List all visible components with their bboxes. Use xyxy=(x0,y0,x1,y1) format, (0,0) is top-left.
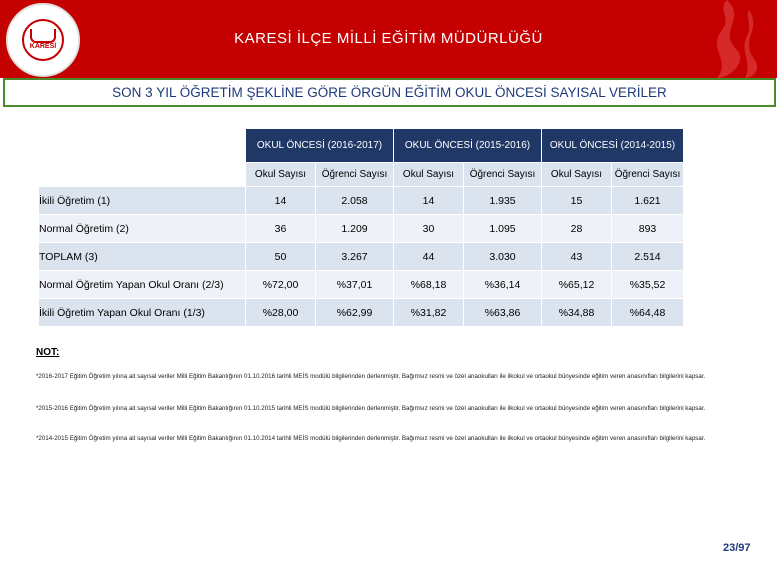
table-row xyxy=(39,243,684,271)
table-cell: %64,48 xyxy=(612,299,684,327)
header-title: KARESİ İLÇE MİLLİ EĞİTİM MÜDÜRLÜĞÜ xyxy=(234,30,543,47)
subheader-cell: Öğrenci Sayısı xyxy=(316,163,394,187)
subtitle-banner xyxy=(3,78,776,107)
table-cell: %35,52 xyxy=(612,271,684,299)
subheader-cell: Okul Sayısı xyxy=(542,163,612,187)
table-cell: 2.058 xyxy=(316,187,394,215)
corner-blank xyxy=(39,163,246,187)
table-cell: 3.267 xyxy=(316,243,394,271)
note-item: *2016-2017 Eğitim Öğretim yılına ait sayısal veriler Milli Eğitim Bakanlığının 01.10.2016 tarihli MEİS modülü bilgilerinden derlenmiştir. Bağımsız resmi ve özel anaokulları ile ilkokul ve ortaokul bünyesinde eğitim veren anasınıfları bilgilerini kapsar. xyxy=(36,373,706,380)
header-banner xyxy=(0,0,777,78)
subheader-cell: Okul Sayısı xyxy=(394,163,464,187)
table-cell: %37,01 xyxy=(316,271,394,299)
table-cell: 44 xyxy=(394,243,464,271)
table-cell: %72,00 xyxy=(246,271,316,299)
table-cell: %31,82 xyxy=(394,299,464,327)
table-cell: 43 xyxy=(542,243,612,271)
row-label: TOPLAM (3) xyxy=(39,243,246,271)
table-cell: 50 xyxy=(246,243,316,271)
subtitle-text: SON 3 YIL ÖĞRETİM ŞEKLİNE GÖRE ÖRGÜN EĞİTİM OKUL ÖNCESİ SAYISAL VERİLER xyxy=(112,85,667,100)
table-cell: %36,14 xyxy=(464,271,542,299)
row-label: İkili Öğretim Yapan Okul Oranı (1/3) xyxy=(39,299,246,327)
logo-text: KARESİ xyxy=(29,43,57,50)
table-row xyxy=(39,215,684,243)
table-cell: 893 xyxy=(612,215,684,243)
table-cell: %68,18 xyxy=(394,271,464,299)
note-item: *2014-2015 Eğitim Öğretim yılına ait sayısal veriler Milli Eğitim Bakanlığının 01.10.2014 tarihli MEİS modülü bilgilerinden derlenmiştir. Bağımsız resmi ve özel anaokulları ile ilkokul ve ortaokul bünyesinde eğitim veren anasınıfları bilgilerini kapsar. xyxy=(36,435,706,442)
page-number: 23/97 xyxy=(723,542,751,554)
table-row xyxy=(39,187,684,215)
group-header-2015: OKUL ÖNCESİ (2015-2016) xyxy=(394,129,542,163)
table-cell: 2.514 xyxy=(612,243,684,271)
table-cell: 1.209 xyxy=(316,215,394,243)
table-cell: %62,99 xyxy=(316,299,394,327)
corner-blank xyxy=(39,129,246,163)
subheader-cell: Öğrenci Sayısı xyxy=(464,163,542,187)
table-cell: 14 xyxy=(394,187,464,215)
row-label: Normal Öğretim (2) xyxy=(39,215,246,243)
table-cell: %34,88 xyxy=(542,299,612,327)
row-label: Normal Öğretim Yapan Okul Oranı (2/3) xyxy=(39,271,246,299)
note-item: *2015-2016 Eğitim Öğretim yılına ait sayısal veriler Milli Eğitim Bakanlığının 01.10.2015 tarihli MEİS modülü bilgilerinden derlenmiştir. Bağımsız resmi ve özel anaokulları ile ilkokul ve ortaokul bünyesinde eğitim veren anasınıfları bilgilerini kapsar. xyxy=(36,405,706,412)
statistics-table xyxy=(38,128,684,327)
notes-title: NOT: xyxy=(36,347,60,358)
table-cell: 1.935 xyxy=(464,187,542,215)
table-cell: 14 xyxy=(246,187,316,215)
table-cell: %28,00 xyxy=(246,299,316,327)
group-header-2014: OKUL ÖNCESİ (2014-2015) xyxy=(542,129,684,163)
row-label: İkili Öğretim (1) xyxy=(39,187,246,215)
table-cell: 1.621 xyxy=(612,187,684,215)
table-cell: 1.095 xyxy=(464,215,542,243)
table-cell: 28 xyxy=(542,215,612,243)
group-header-2016: OKUL ÖNCESİ (2016-2017) xyxy=(246,129,394,163)
table-cell: %65,12 xyxy=(542,271,612,299)
table-row xyxy=(39,299,684,327)
table-row xyxy=(39,271,684,299)
subheader-cell: Okul Sayısı xyxy=(246,163,316,187)
table-cell: 36 xyxy=(246,215,316,243)
table-cell: 15 xyxy=(542,187,612,215)
flame-watermark-icon xyxy=(677,0,767,78)
table-cell: 30 xyxy=(394,215,464,243)
table-cell: 3.030 xyxy=(464,243,542,271)
table-cell: %63,86 xyxy=(464,299,542,327)
subheader-cell: Öğrenci Sayısı xyxy=(612,163,684,187)
